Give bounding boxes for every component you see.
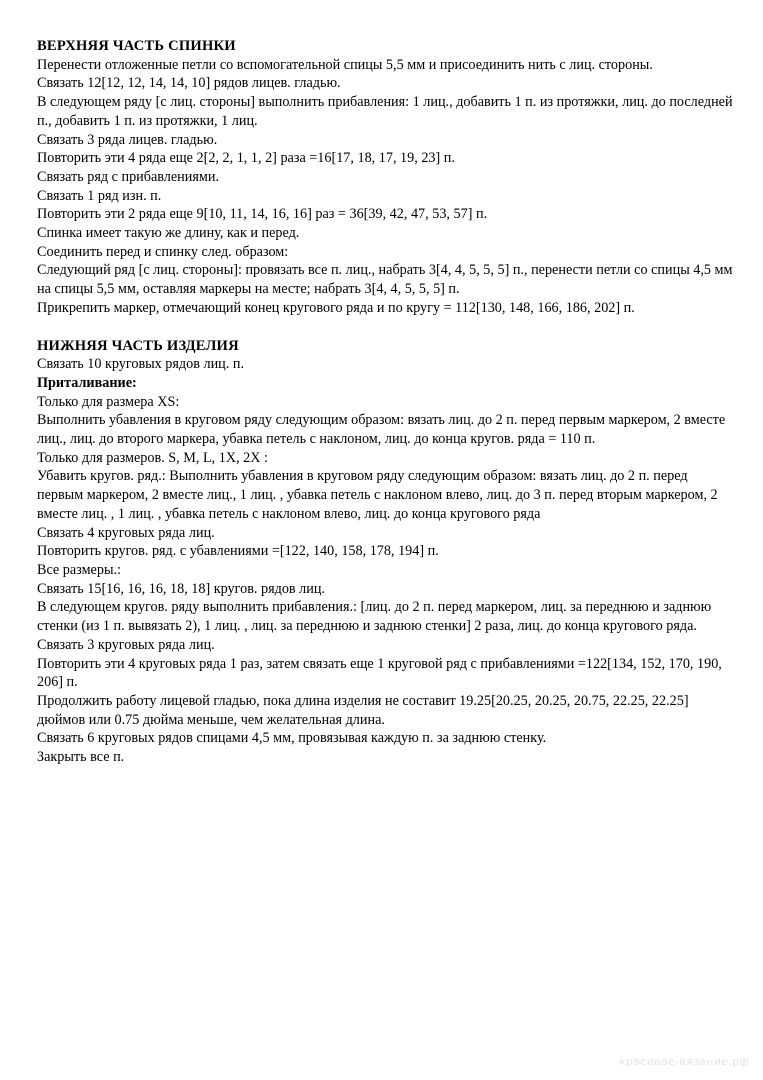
section-heading: НИЖНЯЯ ЧАСТЬ ИЗДЕЛИЯ xyxy=(37,337,239,354)
instruction-line: В следующем кругов. ряду выполнить прибавления.: [лиц. до 2 п. перед маркером, лиц. за переднюю и заднюю стенки (из 1 п. вывязать 2), 1 лиц. , лиц. за переднюю и заднюю стенки] 2 раза, лиц. до конца кругового ряда. xyxy=(37,599,712,635)
instruction-line: Убавить кругов. ряд.: Выполнить убавления в круговом ряду следующим образом: вязать лиц. до 2 п. перед первым маркером, 2 вместе лиц., 1 лиц. , убавка петель с наклоном влево, лиц. до 3 п. перед вторым маркером, 2 вместе лиц. , 1 лиц. , убавка петель с наклоном влево, лиц. до конца кругового ряда xyxy=(37,468,718,522)
instruction-line: Только для размера XS: xyxy=(37,393,180,410)
site-watermark: красивое-вязание.рф xyxy=(619,1055,749,1068)
instruction-line: Перенести отложенные петли со вспомогательной спицы 5,5 мм и присоединить нить с лиц. стороны. xyxy=(37,56,653,73)
instruction-line: Повторить эти 4 ряда еще 2[2, 2, 1, 1, 2] раза =16[17, 18, 17, 19, 23] п. xyxy=(37,150,455,167)
instruction-line: Все размеры.: xyxy=(37,561,121,578)
section-upper-back xyxy=(37,37,733,318)
instruction-line: Продолжить работу лицевой гладью, пока длина изделия не составит 19.25[20.25, 20.25, 20.75, 22.25, 22.25] дюймов или 0.75 дюйма меньше, чем желательная длина. xyxy=(37,692,689,728)
instruction-line: Закрыть все п. xyxy=(37,749,125,766)
instruction-line: Спинка имеет такую же длину, как и перед. xyxy=(37,225,300,242)
instruction-line: Связать 3 круговых ряда лиц. xyxy=(37,636,215,653)
instruction-line: Связать 15[16, 16, 16, 18, 18] кругов. рядов лиц. xyxy=(37,580,325,597)
instruction-line: Повторить эти 4 круговых ряда 1 раз, затем связать еще 1 круговой ряд с прибавлениями =122[134, 152, 170, 190, 206] п. xyxy=(37,655,722,691)
subsection-heading: Приталивание: xyxy=(37,374,137,391)
instruction-line: Связать 12[12, 12, 14, 14, 10] рядов лицев. гладью. xyxy=(37,75,341,92)
instruction-line: Повторить кругов. ряд. с убавлениями =[122, 140, 158, 178, 194] п. xyxy=(37,543,439,560)
instruction-line: Только для размеров. S, M, L, 1X, 2X : xyxy=(37,449,269,466)
instruction-line: Связать 3 ряда лицев. гладью. xyxy=(37,131,218,148)
instruction-line: Связать 10 круговых рядов лиц. п. xyxy=(37,356,244,373)
instruction-line: Связать 1 ряд изн. п. xyxy=(37,187,162,204)
instruction-line: Связать 4 круговых ряда лиц. xyxy=(37,524,215,541)
instruction-line: Прикрепить маркер, отмечающий конец кругового ряда и по кругу = 112[130, 148, 166, 186, 202] п. xyxy=(37,299,635,316)
instruction-line: В следующем ряду [с лиц. стороны] выполнить прибавления: 1 лиц., добавить 1 п. из протяжки, лиц. до последней п., добавить 1 п. из протяжки, 1 лиц. xyxy=(37,94,733,129)
section-heading: ВЕРХНЯЯ ЧАСТЬ СПИНКИ xyxy=(37,38,236,54)
instruction-line: Следующий ряд [с лиц. стороны]: провязать все п. лиц., набрать 3[4, 4, 5, 5, 5] п., перенести петли со спицы 4,5 мм на спицы 5,5 мм, оставляя маркеры на месте; набрать 3[4, 4, 5, 5, 5] п. xyxy=(37,262,733,298)
instruction-line: Связать 6 круговых рядов спицами 4,5 мм, провязывая каждую п. за заднюю стенку. xyxy=(37,730,547,747)
instruction-line: Выполнить убавления в круговом ряду следующим образом: вязать лиц. до 2 п. перед первым маркером, 2 вместе лиц., лиц. до второго маркера, убавка петель с наклоном, лиц. до конца кругов. ряда = 110 п. xyxy=(37,412,726,448)
instruction-line: Повторить эти 2 ряда еще 9[10, 11, 14, 16, 16] раз = 36[39, 42, 47, 53, 57] п. xyxy=(37,206,488,223)
section-lower-body xyxy=(37,337,733,767)
instruction-line: Соединить перед и спинку след. образом: xyxy=(37,243,289,260)
instruction-line: Связать ряд с прибавлениями. xyxy=(37,168,219,185)
